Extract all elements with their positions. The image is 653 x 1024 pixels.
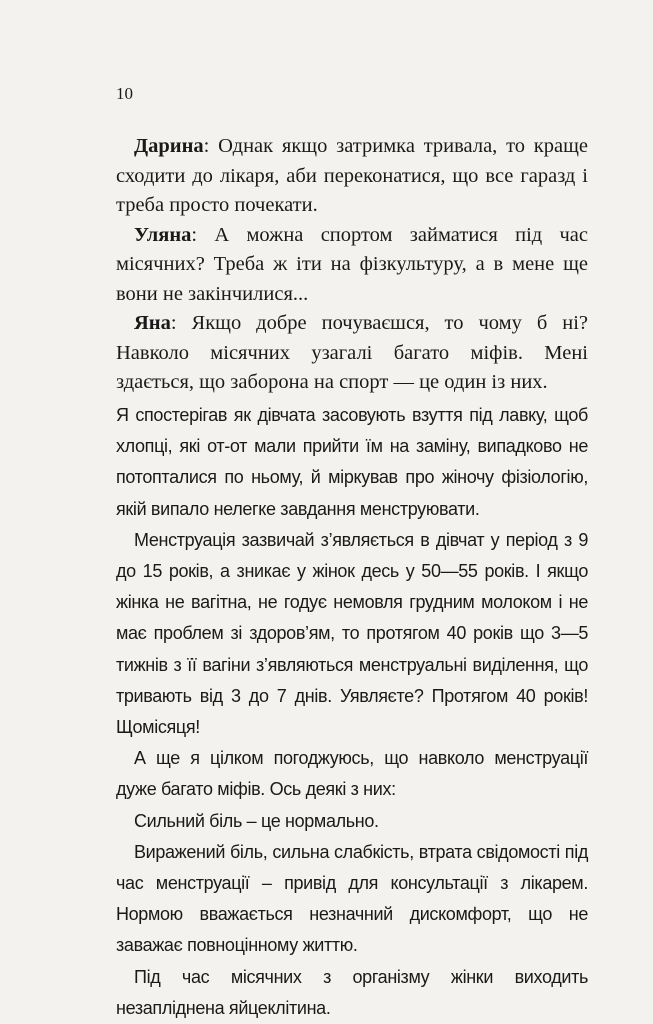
speaker-name: Яна — [134, 312, 171, 334]
body-text — [116, 400, 588, 1024]
dialogue-line — [116, 309, 588, 398]
speaker-name: Уляна — [134, 223, 192, 246]
paragraph: А ще я цілком погоджуюсь, що навколо менструації дуже багато міфів. Ось деякі з них: — [116, 748, 588, 800]
dialogue-line — [116, 132, 588, 221]
dialogue-text: : Однак якщо затримка тривала, то краще сходити до лікаря, аби переконатися, що все гаразд і треба просто почекати. — [116, 135, 588, 216]
paragraph: Я спостерігав як дівчата засовують взуття під лавку, щоб хлопці, які от-от мали прийти їм на заміну, випадково не потопталися по ньому, й міркував про жіночу фізіологію, якій випало нелегке завдання менструювати. — [116, 405, 588, 519]
dialogue-line — [116, 221, 588, 310]
dialogue-text: : Якщо добре почуваєшся, то чому б ні? Навколо місячних узагалі багато міфів. Мені здається, що заборона на спорт — це один із них. — [116, 312, 588, 393]
dialogue-block — [116, 132, 588, 398]
paragraph: Виражений біль, сильна слабкість, втрата свідомості під час менструації – привід для консультації з лікарем. Нормою вважається незначний дискомфорт, що не заважає повноцінному життю. — [116, 841, 588, 956]
paragraph: Сильний біль – це нормально. — [134, 810, 379, 831]
dialogue-text: : А можна спортом займатися під час місячних? Треба ж іти на фізкультуру, а в мене ще вони не закінчилися... — [116, 223, 588, 305]
paragraph: Менструація зазвичай з’являється в дівчат у період з 9 до 15 років, а зникає у жінок десь у 50—55 років. І якщо жінка не вагітна, не годує немовля грудним молоком і не має проблем зі здоров’ям, то протягом 40 років що 3—5 тижнів з її вагіни з’являються менструальні виділення, що тривають від 3 до 7 днів. Уявляєте? Протягом 40 років! Щомісяця! — [116, 529, 588, 738]
speaker-name: Дарина — [134, 135, 204, 157]
page-number: 10 — [116, 84, 133, 103]
paragraph: Під час місячних з організму жінки виходить незапліднена яйцеклітина. — [116, 966, 588, 1018]
